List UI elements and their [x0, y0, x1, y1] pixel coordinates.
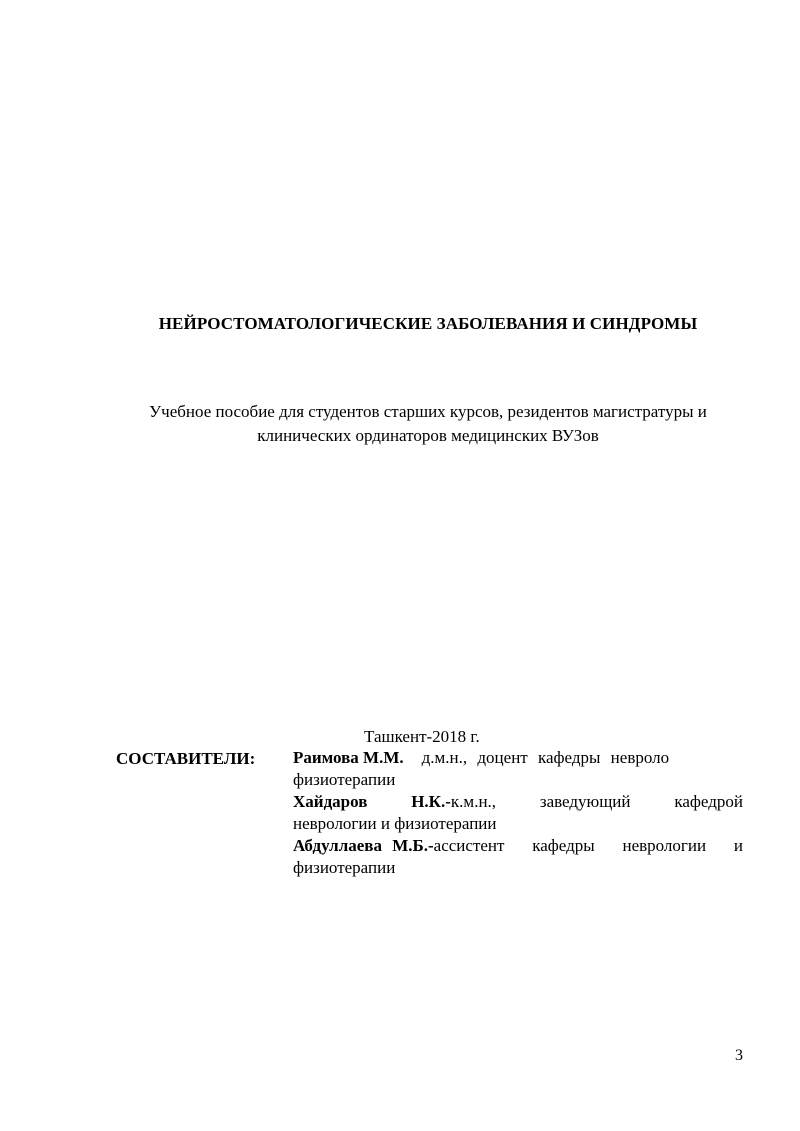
- subtitle-line-1: Учебное пособие для студентов старших курсов, резидентов магистратуры и: [149, 402, 707, 421]
- author-entry-khaydarov: [293, 791, 743, 835]
- author-description-continued: физиотерапии: [293, 770, 396, 789]
- author-name: Абдуллаева М.Б.-: [293, 836, 434, 855]
- author-dept-word-2: неврологии: [622, 836, 707, 855]
- document-title: НЕЙРОСТОМАТОЛОГИЧЕСКИЕ ЗАБОЛЕВАНИЯ И СИНДРОМЫ: [158, 314, 698, 333]
- author-name-and-position: [293, 835, 504, 857]
- author-name: Раимова М.М.: [293, 748, 404, 767]
- document-subtitle: [100, 400, 756, 448]
- author-position: заведующий: [539, 792, 631, 811]
- author-line: [293, 791, 743, 813]
- author-line: [293, 835, 743, 857]
- author-initials-and-degree: [411, 791, 496, 813]
- author-surname: Хайдаров: [293, 792, 368, 811]
- author-position: ассистент: [433, 836, 505, 855]
- compilers-label: СОСТАВИТЕЛИ:: [116, 749, 256, 768]
- author-dept-word-1: кафедры: [532, 836, 595, 855]
- author-dept-word-3: и: [733, 836, 743, 855]
- author-department-word: кафедрой: [674, 792, 743, 811]
- author-entry-raimova: [293, 747, 743, 791]
- author-description-continued: физиотерапии: [293, 858, 396, 877]
- author-initials: Н.К.-: [411, 792, 451, 811]
- author-description-continued: неврологии и физиотерапии: [293, 814, 497, 833]
- subtitle-line-2: клинических ординаторов медицинских ВУЗов: [257, 426, 599, 445]
- author-description: д.м.н., доцент кафедры невроло: [421, 748, 670, 767]
- author-entry-abdullaeva: [293, 835, 743, 879]
- author-line: [293, 747, 701, 769]
- page-number: 3: [735, 1047, 743, 1064]
- city-year: Ташкент-2018 г.: [364, 727, 480, 746]
- author-degree: к.м.н.,: [450, 792, 497, 811]
